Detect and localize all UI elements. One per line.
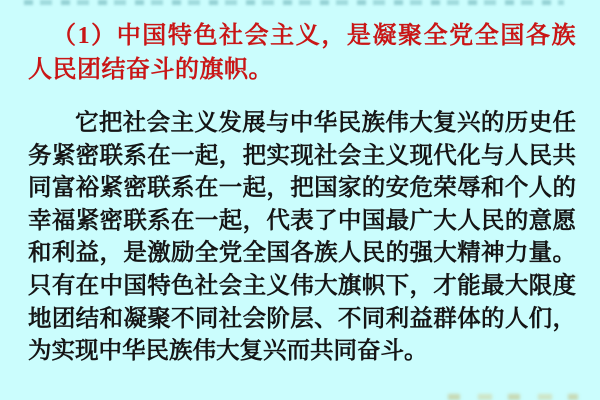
slide-heading: （1）中国特色社会主义，是凝聚全党全国各族人民团结奋斗的旗帜。	[28, 23, 576, 83]
cropped-watermark-remnant-bottom	[448, 394, 578, 400]
cropped-text-remnant-top	[24, 0, 564, 5]
slide-body-paragraph: 它把社会主义发展与中华民族伟大复兴的历史任务紧密联系在一起，把实现社会主义现代化与人民共同富裕紧密联系在一起，把国家的安危荣辱和个人的幸福紧密联系在一起，代表了中国最广大人民的意愿和利益，是激励全党全国各族人民的强大精神力量。只有在中国特色社会主义伟大旗帜下，才能最大限度地团结和凝聚不同社会阶层、不同利益群体的人们，为实现中华民族伟大复兴而共同奋斗。	[28, 109, 576, 364]
